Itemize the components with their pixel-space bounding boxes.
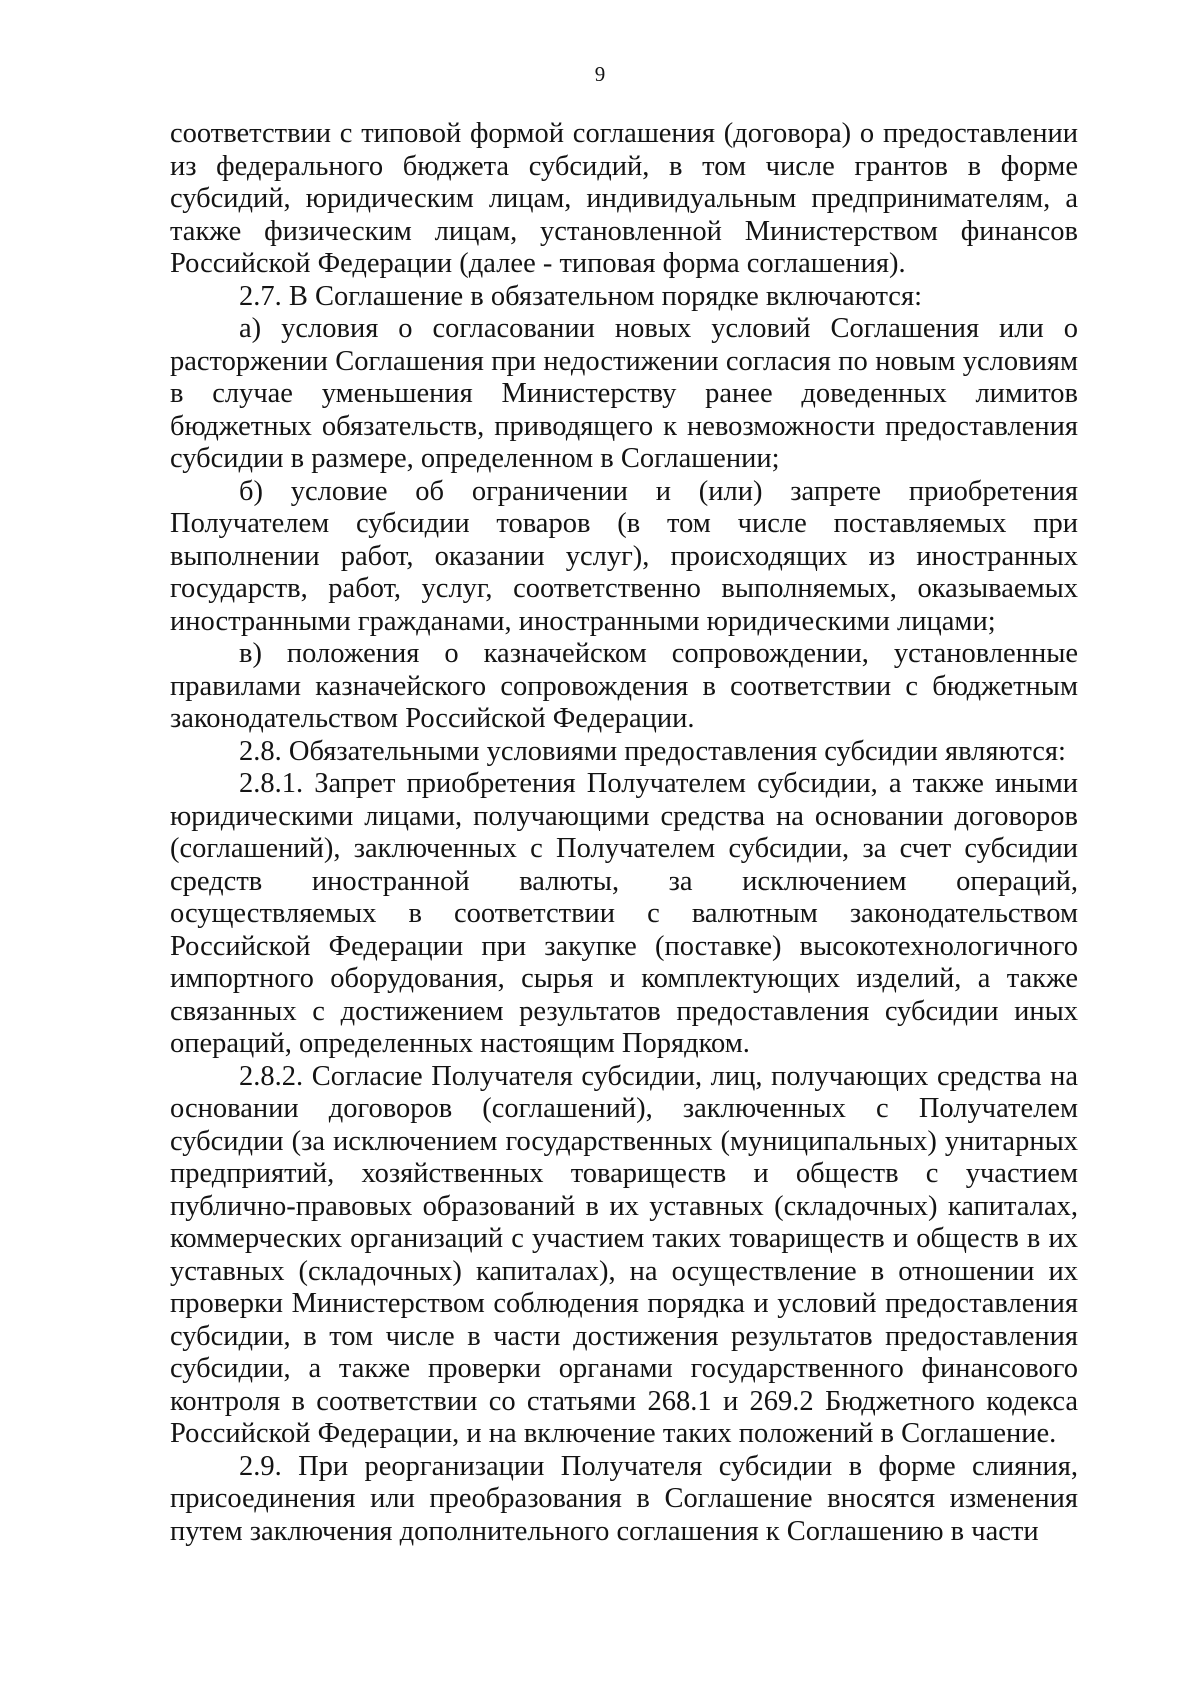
paragraph-2-7-b: б) условие об ограничении и (или) запрете приобретения Получателем субсидии товаров (в том числе поставляемых при выполнении работ, оказании услуг), происходящих из иностранных государств, работ, услуг, соответственно выполняемых, оказываемых иностранными гражданами, иностранными юридическими лицами;	[170, 475, 1078, 637]
paragraph-2-7-v: в) положения о казначейском сопровождении, установленные правилами казначейского сопровождения в соответствии с бюджетным законодательством Российской Федерации.	[170, 638, 1078, 734]
paragraph-2-9: 2.9. При реорганизации Получателя субсидии в форме слияния, присоединения или преобразования в Соглашение вносятся изменения путем заключения дополнительного соглашения к Соглашению в части	[170, 1450, 1078, 1547]
paragraph-2-8-1: 2.8.1. Запрет приобретения Получателем субсидии, а также иными юридическими лицами, получающими средства на основании договоров (соглашений), заключенных с Получателем субсидии, за счет субсидии средств иностранной валюты, за исключением операций, осуществляемых в соответствии с валютным законодательством Российской Федерации при закупке (поставке) высокотехнологичного импортного оборудования, сырья и комплектующих изделий, а также связанных с достижением результатов предоставления субсидии иных операций, определенных настоящим Порядком.	[170, 768, 1078, 1059]
paragraph-2-8-2: 2.8.2. Согласие Получателя субсидии, лиц, получающих средства на основании договоров (соглашений), заключенных с Получателем субсидии (за исключением государственных (муниципальных) унитарных предприятий, хозяйственных товариществ и обществ с участием публично-правовых образований в их уставных (складочных) капиталах, коммерческих организаций с участием таких товариществ и обществ в их уставных (складочных) капиталах), на осуществление в отношении их проверки Министерством соблюдения порядка и условий предоставления субсидии, в том числе в части достижения результатов предоставления субсидии, а также проверки органами государственного финансового контроля в соответствии со статьями 268.1 и 269.2 Бюджетного кодекса Российской Федерации, и на включение таких положений в Соглашение.	[170, 1060, 1078, 1449]
paragraph-2-8: 2.8. Обязательными условиями предоставления субсидии являются:	[239, 735, 1066, 767]
paragraph-2-7: 2.7. В Соглашение в обязательном порядке включаются:	[239, 280, 922, 312]
document-body	[170, 118, 1078, 1548]
page-number: 9	[594, 62, 606, 86]
paragraph-continuation: соответствии с типовой формой соглашения (договора) о предоставлении из федерального бюджета субсидий, в том числе грантов в форме субсидий, юридическим лицам, индивидуальным предпринимателям, а также физическим лицам, установленной Министерством финансов Российской Федерации (далее - типовая форма соглашения).	[170, 118, 1078, 279]
paragraph-2-7-a: а) условия о согласовании новых условий Соглашения или о расторжении Соглашения при недостижении согласия по новым условиям в случае уменьшения Министерству ранее доведенных лимитов бюджетных обязательств, приводящего к невозможности предоставления субсидии в размере, определенном в Соглашении;	[170, 313, 1078, 474]
